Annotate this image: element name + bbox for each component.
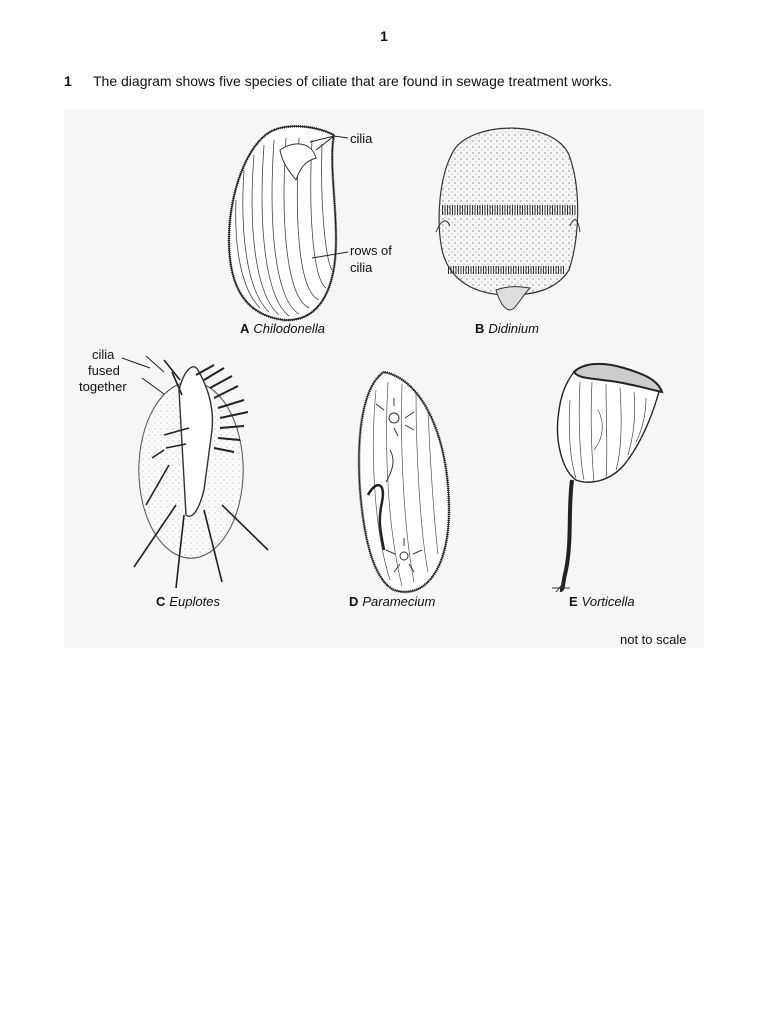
label-cilia-fused-1: cilia xyxy=(92,347,115,362)
page-number: 1 xyxy=(380,28,388,44)
label-rows-of-cilia-2: cilia xyxy=(350,260,373,275)
didinium-drawing xyxy=(436,128,580,310)
chilodonella-drawing xyxy=(229,126,348,320)
caption-a: A Chilodonella xyxy=(240,321,325,336)
question-text: The diagram shows five species of ciliate that are found in sewage treatment works. xyxy=(93,73,613,89)
label-cilia: cilia xyxy=(350,131,373,146)
label-cilia-fused-2: fused xyxy=(88,363,120,378)
paramecium-drawing xyxy=(359,372,449,592)
question-1 xyxy=(64,73,612,89)
label-cilia-fused-3: together xyxy=(79,379,127,394)
caption-d: D Paramecium xyxy=(349,594,436,609)
caption-b: B Didinium xyxy=(475,321,539,336)
caption-c: C Euplotes xyxy=(156,594,220,609)
not-to-scale-note: not to scale xyxy=(620,632,687,647)
label-rows-of-cilia-1: rows of xyxy=(350,243,392,258)
ciliate-diagram xyxy=(64,110,704,648)
question-number: 1 xyxy=(64,73,72,89)
euplotes-drawing xyxy=(122,356,268,588)
vorticella-drawing xyxy=(552,364,662,592)
caption-e: E Vorticella xyxy=(569,594,635,609)
